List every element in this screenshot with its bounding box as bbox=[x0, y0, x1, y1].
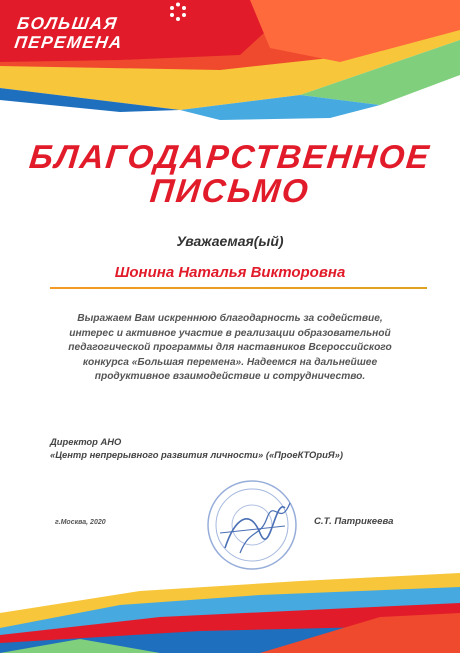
body-line: интерес и активное участие в реализации образовательной bbox=[69, 327, 391, 339]
official-stamp bbox=[205, 478, 300, 573]
bottom-decoration bbox=[0, 573, 460, 653]
logo-line1: БОЛЬШАЯ bbox=[16, 14, 120, 33]
place-date: г.Москва, 2020 bbox=[55, 519, 106, 526]
greeting: Уважаемая(ый) bbox=[176, 233, 284, 249]
recipient-name: Шонина Наталья Викторовна bbox=[114, 264, 346, 281]
name-underline bbox=[50, 287, 427, 289]
logo-line2: ПЕРЕМЕНА bbox=[13, 33, 125, 52]
body-line: конкурса «Большая перемена». Надеемся на дальнейшее bbox=[82, 356, 378, 368]
director-block bbox=[50, 435, 430, 461]
organization-name: «Центр непрерывного развития личности» («ПроеКТОриЯ») bbox=[50, 449, 343, 460]
title-line1: БЛАГОДАРСТВЕННОЕ bbox=[27, 138, 433, 175]
letter-body bbox=[40, 312, 420, 385]
body-line: продуктивное взаимодействие и сотрудничество. bbox=[94, 371, 366, 382]
brand-logo bbox=[13, 14, 127, 52]
logo-dots-icon bbox=[168, 2, 188, 22]
director-title: Директор АНО bbox=[50, 436, 122, 447]
title-line2: ПИСЬМО bbox=[148, 172, 312, 209]
body-line: Выражаем Вам искреннюю благодарность за содействие, bbox=[77, 313, 383, 324]
signatory-name: С.Т. Патрикеева bbox=[314, 516, 394, 527]
body-line: педагогической программы для наставников Всероссийского bbox=[68, 342, 392, 353]
